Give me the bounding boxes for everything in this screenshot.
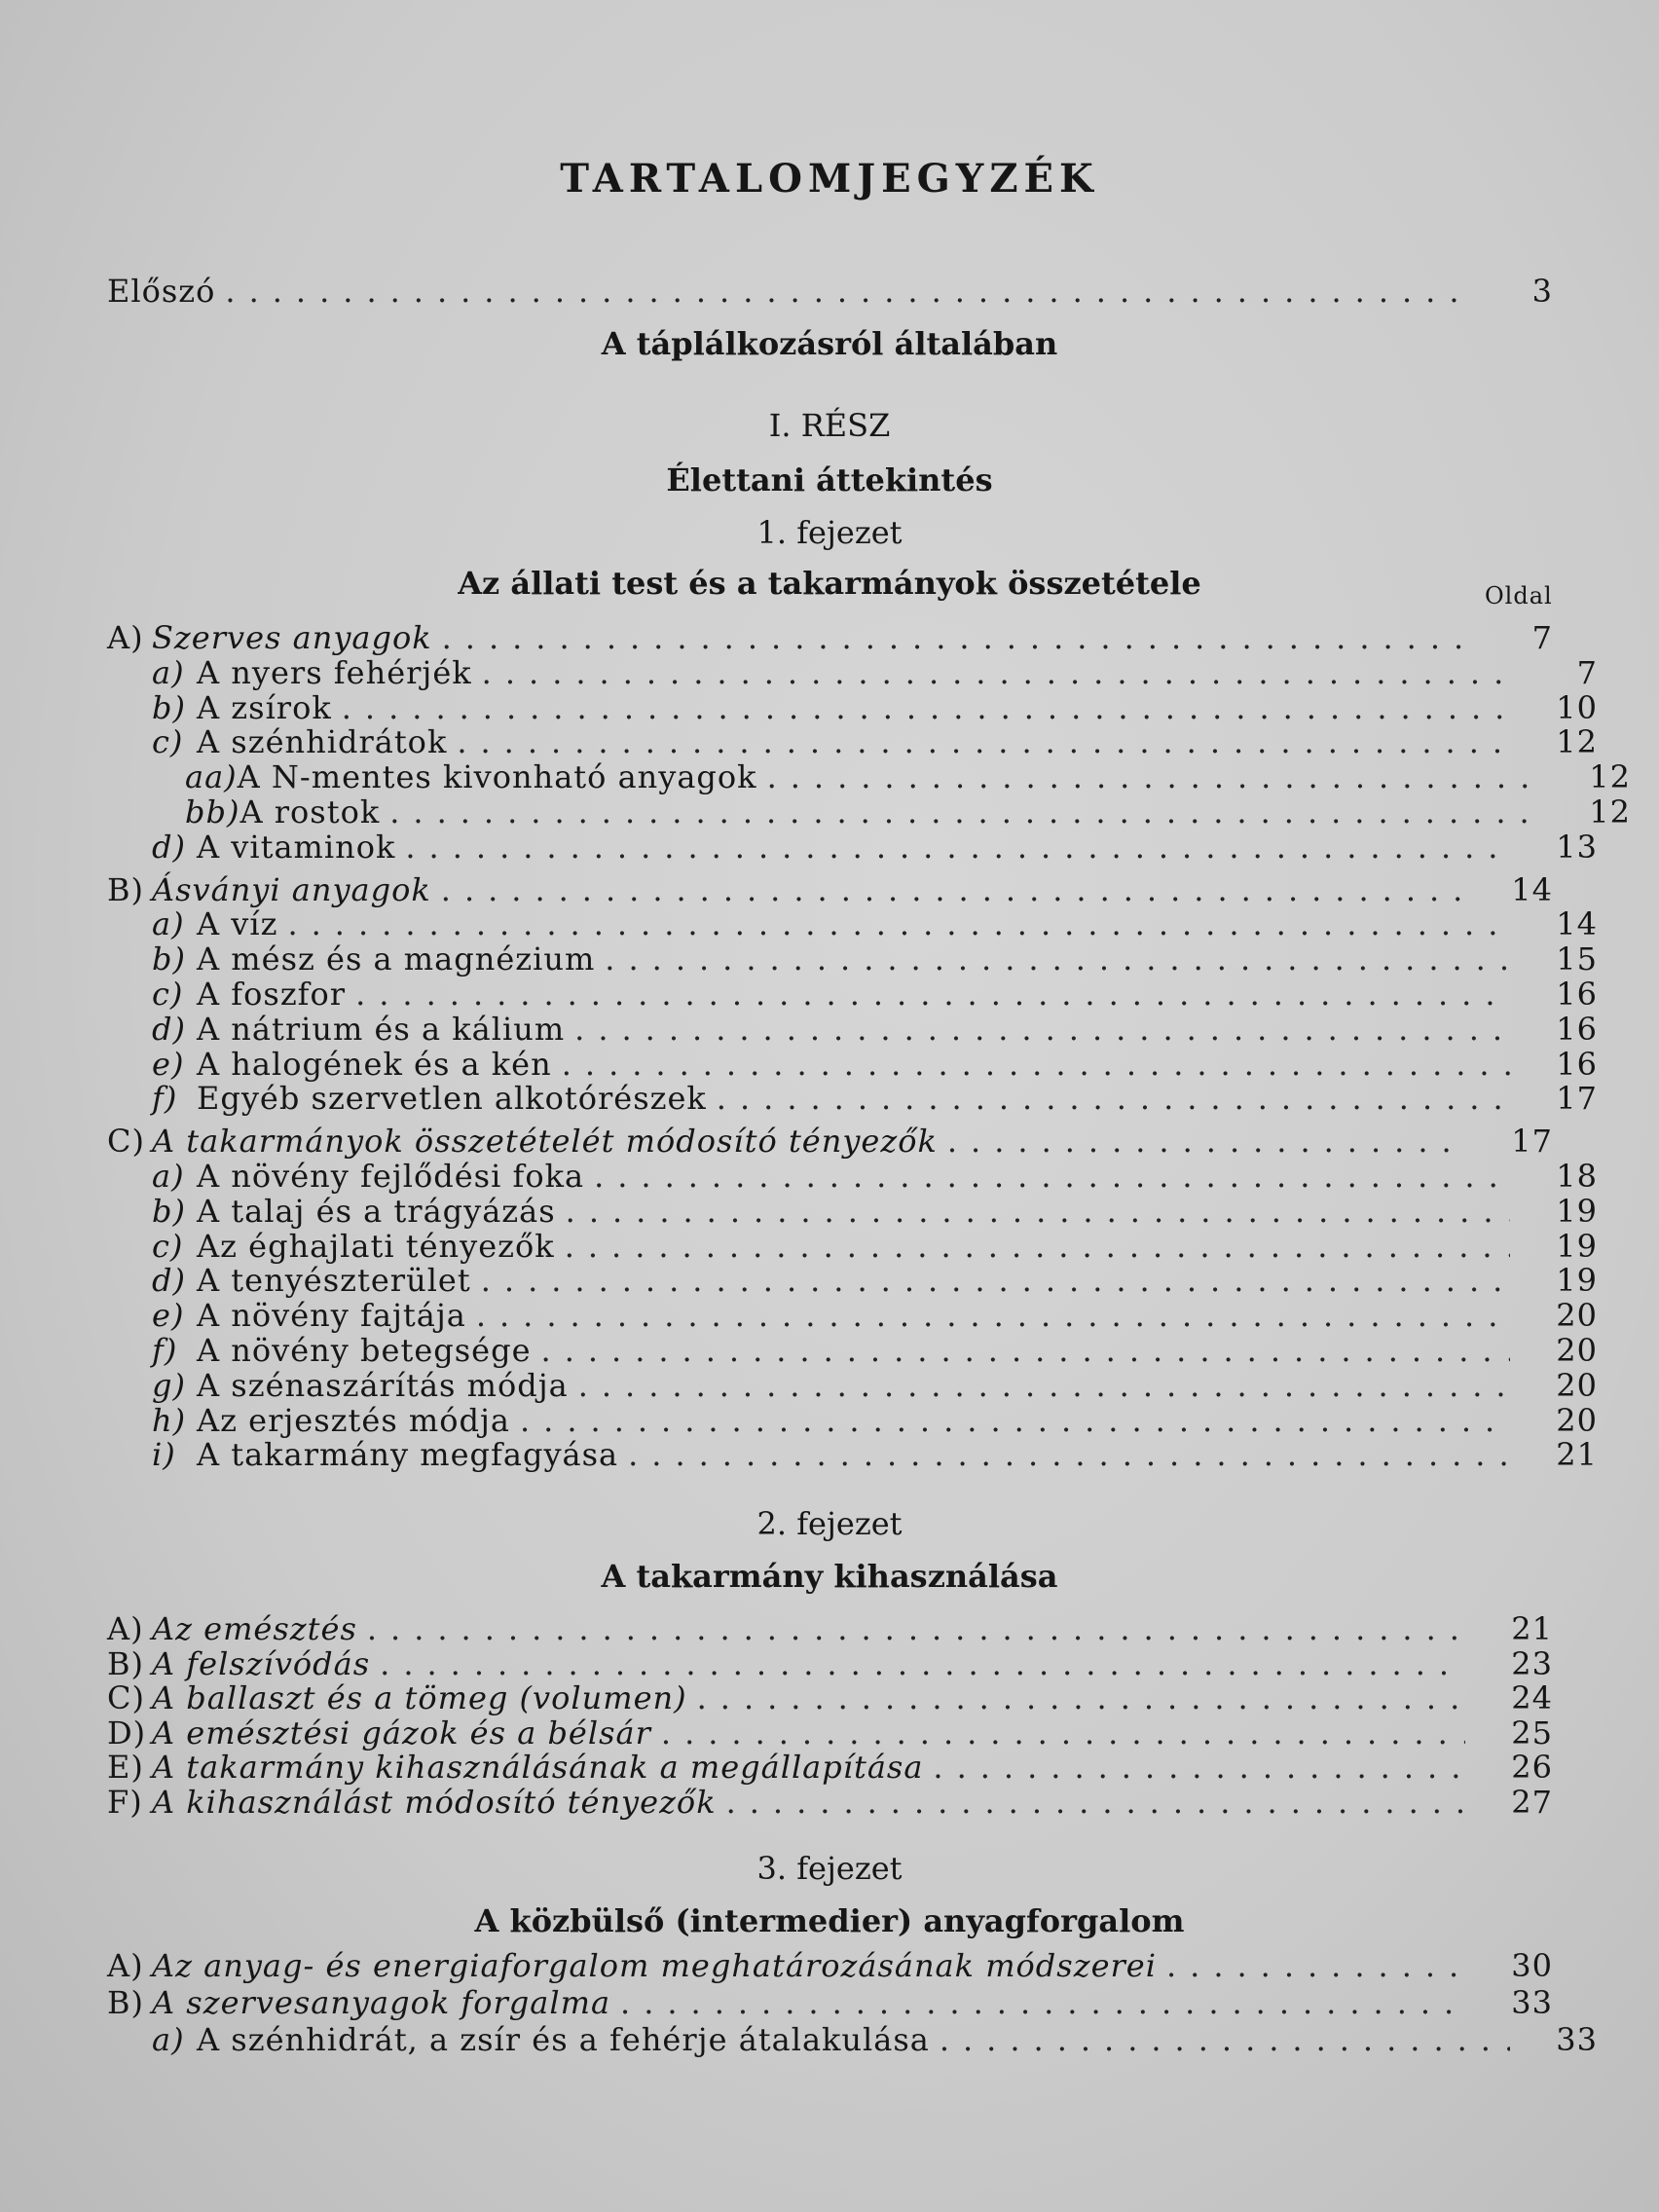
toc-entry-label: Előszó	[107, 273, 216, 310]
toc-entry-page: 3	[1531, 273, 1553, 310]
toc-entry	[107, 723, 1598, 758]
toc-entry-letter: A)	[107, 619, 144, 656]
toc-entry-label: Szerves anyagok	[152, 619, 432, 656]
toc-entry-page: 12	[1589, 793, 1631, 830]
toc-entry-label: A növény fejlődési foka	[197, 1158, 585, 1195]
toc-entry-letter: C)	[107, 1679, 145, 1716]
toc-entry-letter: F)	[107, 1784, 143, 1821]
toc-entry-label: A felszívódás	[152, 1645, 371, 1682]
toc-entry-page: 24	[1511, 1679, 1553, 1716]
toc-entry-page: 21	[1556, 1436, 1598, 1473]
leader-dots	[697, 1679, 1465, 1716]
part-title: Élettani áttekintés	[666, 461, 993, 498]
chapter-title: A közbülső (intermedier) anyagforgalom	[474, 1902, 1185, 1939]
toc-entry-label: Az éghajlati tényezők	[197, 1228, 555, 1265]
toc-entry-letter: e)	[152, 1297, 185, 1334]
toc-entry-label: A takarmány megfagyása	[197, 1436, 619, 1473]
toc-entry	[107, 976, 1598, 1011]
leader-dots	[367, 1610, 1465, 1647]
intro-heading: A táplálkozásról általában	[601, 325, 1058, 362]
toc-entry-page: 16	[1556, 1011, 1598, 1048]
toc-entry-letter: b)	[152, 940, 186, 977]
toc-entry-label: A szervesanyagok forgalma	[152, 1984, 611, 2021]
toc-entry-label: A foszfor	[197, 976, 347, 1013]
toc-entry	[107, 1123, 1553, 1158]
leader-dots	[594, 1158, 1510, 1195]
toc-entry-page: 30	[1511, 1947, 1553, 1984]
leader-dots	[355, 976, 1510, 1013]
chapter-number: 1. fejezet	[756, 514, 903, 551]
leader-dots	[717, 1080, 1510, 1117]
leader-dots	[1166, 1947, 1465, 1984]
toc-entry-page: 33	[1511, 1984, 1553, 2021]
toc-entry	[107, 1947, 1553, 1982]
toc-entry	[107, 689, 1598, 724]
toc-entry-letter: a)	[152, 905, 185, 942]
toc-entry	[107, 940, 1598, 976]
toc-entry	[107, 654, 1598, 689]
toc-entry-eloszo	[107, 273, 1553, 308]
toc-entry-label: A kihasználást módosító tényezők	[152, 1784, 717, 1821]
toc-entry-label: A nyers fehérjék	[197, 654, 472, 691]
toc-entry-label: A tenyészterület	[197, 1262, 471, 1299]
leader-dots	[566, 1193, 1510, 1230]
toc-entry-page: 16	[1556, 1046, 1598, 1083]
toc-entry-page: 19	[1556, 1193, 1598, 1230]
toc-entry-label: A nátrium és a kálium	[197, 1011, 566, 1048]
leader-dots	[562, 1046, 1510, 1083]
toc-entry-label: A növény betegsége	[197, 1332, 532, 1369]
toc-entry	[107, 1367, 1598, 1402]
leader-dots	[476, 1297, 1510, 1334]
toc-entry-letter: b)	[152, 689, 186, 726]
toc-entry-letter: a)	[152, 2021, 185, 2058]
toc-entry-letter: g)	[152, 1367, 186, 1404]
toc-entry-page: 15	[1556, 940, 1598, 977]
toc-entry-label: A szénhidrát, a zsír és a fehérje átalakulása	[197, 2021, 930, 2058]
leader-dots	[380, 1645, 1465, 1682]
leader-dots	[520, 1402, 1510, 1439]
toc-entry-letter: B)	[107, 871, 144, 908]
toc-entry	[107, 793, 1631, 829]
toc-entry-label: A emésztési gázok és a bélsár	[152, 1714, 651, 1751]
toc-entry-label: Az anyag- és energiaforgalom meghatározásának módszerei	[152, 1947, 1157, 1984]
toc-entry	[107, 1749, 1553, 1784]
toc-entry	[107, 2021, 1598, 2056]
chapter-title: A takarmány kihasználása	[601, 1558, 1058, 1595]
toc-entry-page: 12	[1589, 758, 1631, 795]
toc-entry-letter: d)	[152, 829, 186, 866]
leader-dots	[225, 273, 1465, 310]
toc-entry-letter: d)	[152, 1262, 186, 1299]
toc-entry-page: 14	[1511, 871, 1553, 908]
leader-dots	[442, 619, 1465, 656]
part-number: I. RÉSZ	[768, 407, 891, 444]
toc-entry	[107, 1436, 1598, 1471]
toc-entry-label: A rostok	[240, 793, 381, 830]
toc-entry-page: 33	[1556, 2021, 1598, 2058]
leader-dots	[481, 1262, 1510, 1299]
toc-entry-label: A mész és a magnézium	[197, 940, 596, 977]
toc-entry	[107, 871, 1553, 906]
leader-dots	[933, 1749, 1465, 1786]
toc-entry	[107, 1679, 1553, 1714]
toc-entry-label: Ásványi anyagok	[152, 871, 431, 908]
toc-entry-page: 26	[1511, 1749, 1553, 1786]
leader-dots	[940, 2021, 1510, 2058]
toc-entry-letter: B)	[107, 1984, 144, 2021]
toc-entry-label: A ballaszt és a tömeg (volumen)	[152, 1679, 687, 1716]
toc-entry-page: 13	[1556, 829, 1598, 866]
toc-entry-letter: C)	[107, 1123, 145, 1160]
toc-entry	[107, 619, 1553, 654]
toc-entry-page: 20	[1556, 1297, 1598, 1334]
toc-entry-page: 17	[1556, 1080, 1598, 1117]
toc-entry	[107, 1262, 1598, 1297]
toc-entry-label: A N-mentes kivonható anyagok	[237, 758, 757, 795]
toc-entry-label: A növény fajtája	[197, 1297, 466, 1334]
toc-entry-page: 14	[1556, 905, 1598, 942]
toc-entry-letter: A)	[107, 1947, 144, 1984]
toc-entry	[107, 1193, 1598, 1228]
leader-dots	[628, 1436, 1510, 1473]
toc-entry	[107, 1158, 1598, 1193]
leader-dots	[287, 905, 1510, 942]
toc-entry	[107, 829, 1598, 864]
toc-entry-letter: c)	[152, 976, 184, 1013]
toc-entry	[107, 1714, 1553, 1750]
toc-entry-label: A szénaszárítás módja	[197, 1367, 569, 1404]
toc-entry-page: 10	[1556, 689, 1598, 726]
toc-entry	[107, 1011, 1598, 1046]
leader-dots	[457, 723, 1510, 760]
toc-entry-label: A talaj és a trágyázás	[197, 1193, 556, 1230]
toc-entry-page: 12	[1556, 723, 1598, 760]
toc-entry-letter: e)	[152, 1046, 185, 1083]
toc-entry	[107, 1297, 1598, 1332]
toc-entry-letter: i)	[152, 1436, 176, 1473]
leader-dots	[661, 1714, 1465, 1751]
leader-dots	[405, 829, 1510, 866]
toc-entry	[107, 1046, 1598, 1081]
toc-entry-letter: c)	[152, 1228, 184, 1265]
toc-entry-letter: b)	[152, 1193, 186, 1230]
toc-entry-page: 20	[1556, 1367, 1598, 1404]
toc-entry	[107, 1984, 1553, 2019]
toc-entry-page: 16	[1556, 976, 1598, 1013]
toc-entry-letter: f)	[152, 1080, 178, 1117]
toc-entry-page: 7	[1576, 654, 1598, 691]
toc-entry-letter: E)	[107, 1749, 144, 1786]
chapter-number: 2. fejezet	[756, 1505, 903, 1542]
leader-dots	[620, 1984, 1465, 2021]
toc-entry-page: 23	[1511, 1645, 1553, 1682]
leader-dots	[574, 1011, 1510, 1048]
toc-entry-letter: c)	[152, 723, 184, 760]
leader-dots	[726, 1784, 1465, 1821]
leader-dots	[441, 871, 1465, 908]
toc-entry-label: A takarmányok összetételét módosító tényezők	[152, 1123, 938, 1160]
leader-dots	[947, 1123, 1465, 1160]
leader-dots	[605, 940, 1510, 977]
toc-entry-letter: aa)	[185, 758, 238, 795]
toc-entry	[107, 1080, 1598, 1115]
toc-entry-letter: A)	[107, 1610, 144, 1647]
toc-entry-label: A szénhidrátok	[197, 723, 448, 760]
leader-dots	[578, 1367, 1510, 1404]
toc-entry-label: A zsírok	[197, 689, 332, 726]
toc-entry-label: A víz	[197, 905, 278, 942]
toc-entry-letter: d)	[152, 1011, 186, 1048]
toc-entry-letter: B)	[107, 1645, 144, 1682]
toc-entry	[107, 1332, 1598, 1367]
page-column-label: Oldal	[1485, 582, 1553, 609]
toc-entry-page: 27	[1511, 1784, 1553, 1821]
toc-entry-letter: D)	[107, 1714, 147, 1751]
leader-dots	[565, 1228, 1510, 1265]
toc-entry	[107, 1610, 1553, 1645]
leader-dots	[389, 793, 1543, 830]
toc-entry-letter: h)	[152, 1402, 187, 1439]
toc-entry-letter: a)	[152, 1158, 185, 1195]
toc-entry	[107, 1228, 1598, 1263]
toc-entry-page: 7	[1531, 619, 1553, 656]
chapter-number: 3. fejezet	[756, 1850, 903, 1887]
toc-entry-page: 20	[1556, 1332, 1598, 1369]
toc-entry-label: Az emésztés	[152, 1610, 357, 1647]
toc-entry	[107, 905, 1598, 940]
toc-entry-label: A takarmány kihasználásának a megállapítása	[152, 1749, 924, 1786]
page-title: TARTALOMJEGYZÉK	[560, 156, 1099, 202]
toc-entry-page: 18	[1556, 1158, 1598, 1195]
leader-dots	[541, 1332, 1510, 1369]
toc-entry-label: Egyéb szervetlen alkotórészek	[197, 1080, 707, 1117]
toc-entry-page: 20	[1556, 1402, 1598, 1439]
toc-entry	[107, 1645, 1553, 1680]
toc-entry	[107, 758, 1631, 793]
leader-dots	[767, 758, 1543, 795]
toc-entry-page: 25	[1511, 1714, 1553, 1751]
leader-dots	[482, 654, 1510, 691]
toc-entry-page: 17	[1511, 1123, 1553, 1160]
toc-entry-letter: a)	[152, 654, 185, 691]
toc-entry-label: Az erjesztés módja	[197, 1402, 510, 1439]
toc-entry-page: 21	[1511, 1610, 1553, 1647]
toc-entry-page: 19	[1556, 1228, 1598, 1265]
toc-entry	[107, 1784, 1553, 1819]
toc-entry-label: A vitaminok	[197, 829, 396, 866]
toc-entry	[107, 1402, 1598, 1437]
chapter-title: Az állati test és a takarmányok összetétele	[458, 565, 1201, 602]
toc-entry-letter: f)	[152, 1332, 178, 1369]
toc-entry-letter: bb)	[185, 793, 240, 830]
leader-dots	[342, 689, 1510, 726]
toc-entry-label: A halogének és a kén	[197, 1046, 552, 1083]
toc-entry-page: 19	[1556, 1262, 1598, 1299]
